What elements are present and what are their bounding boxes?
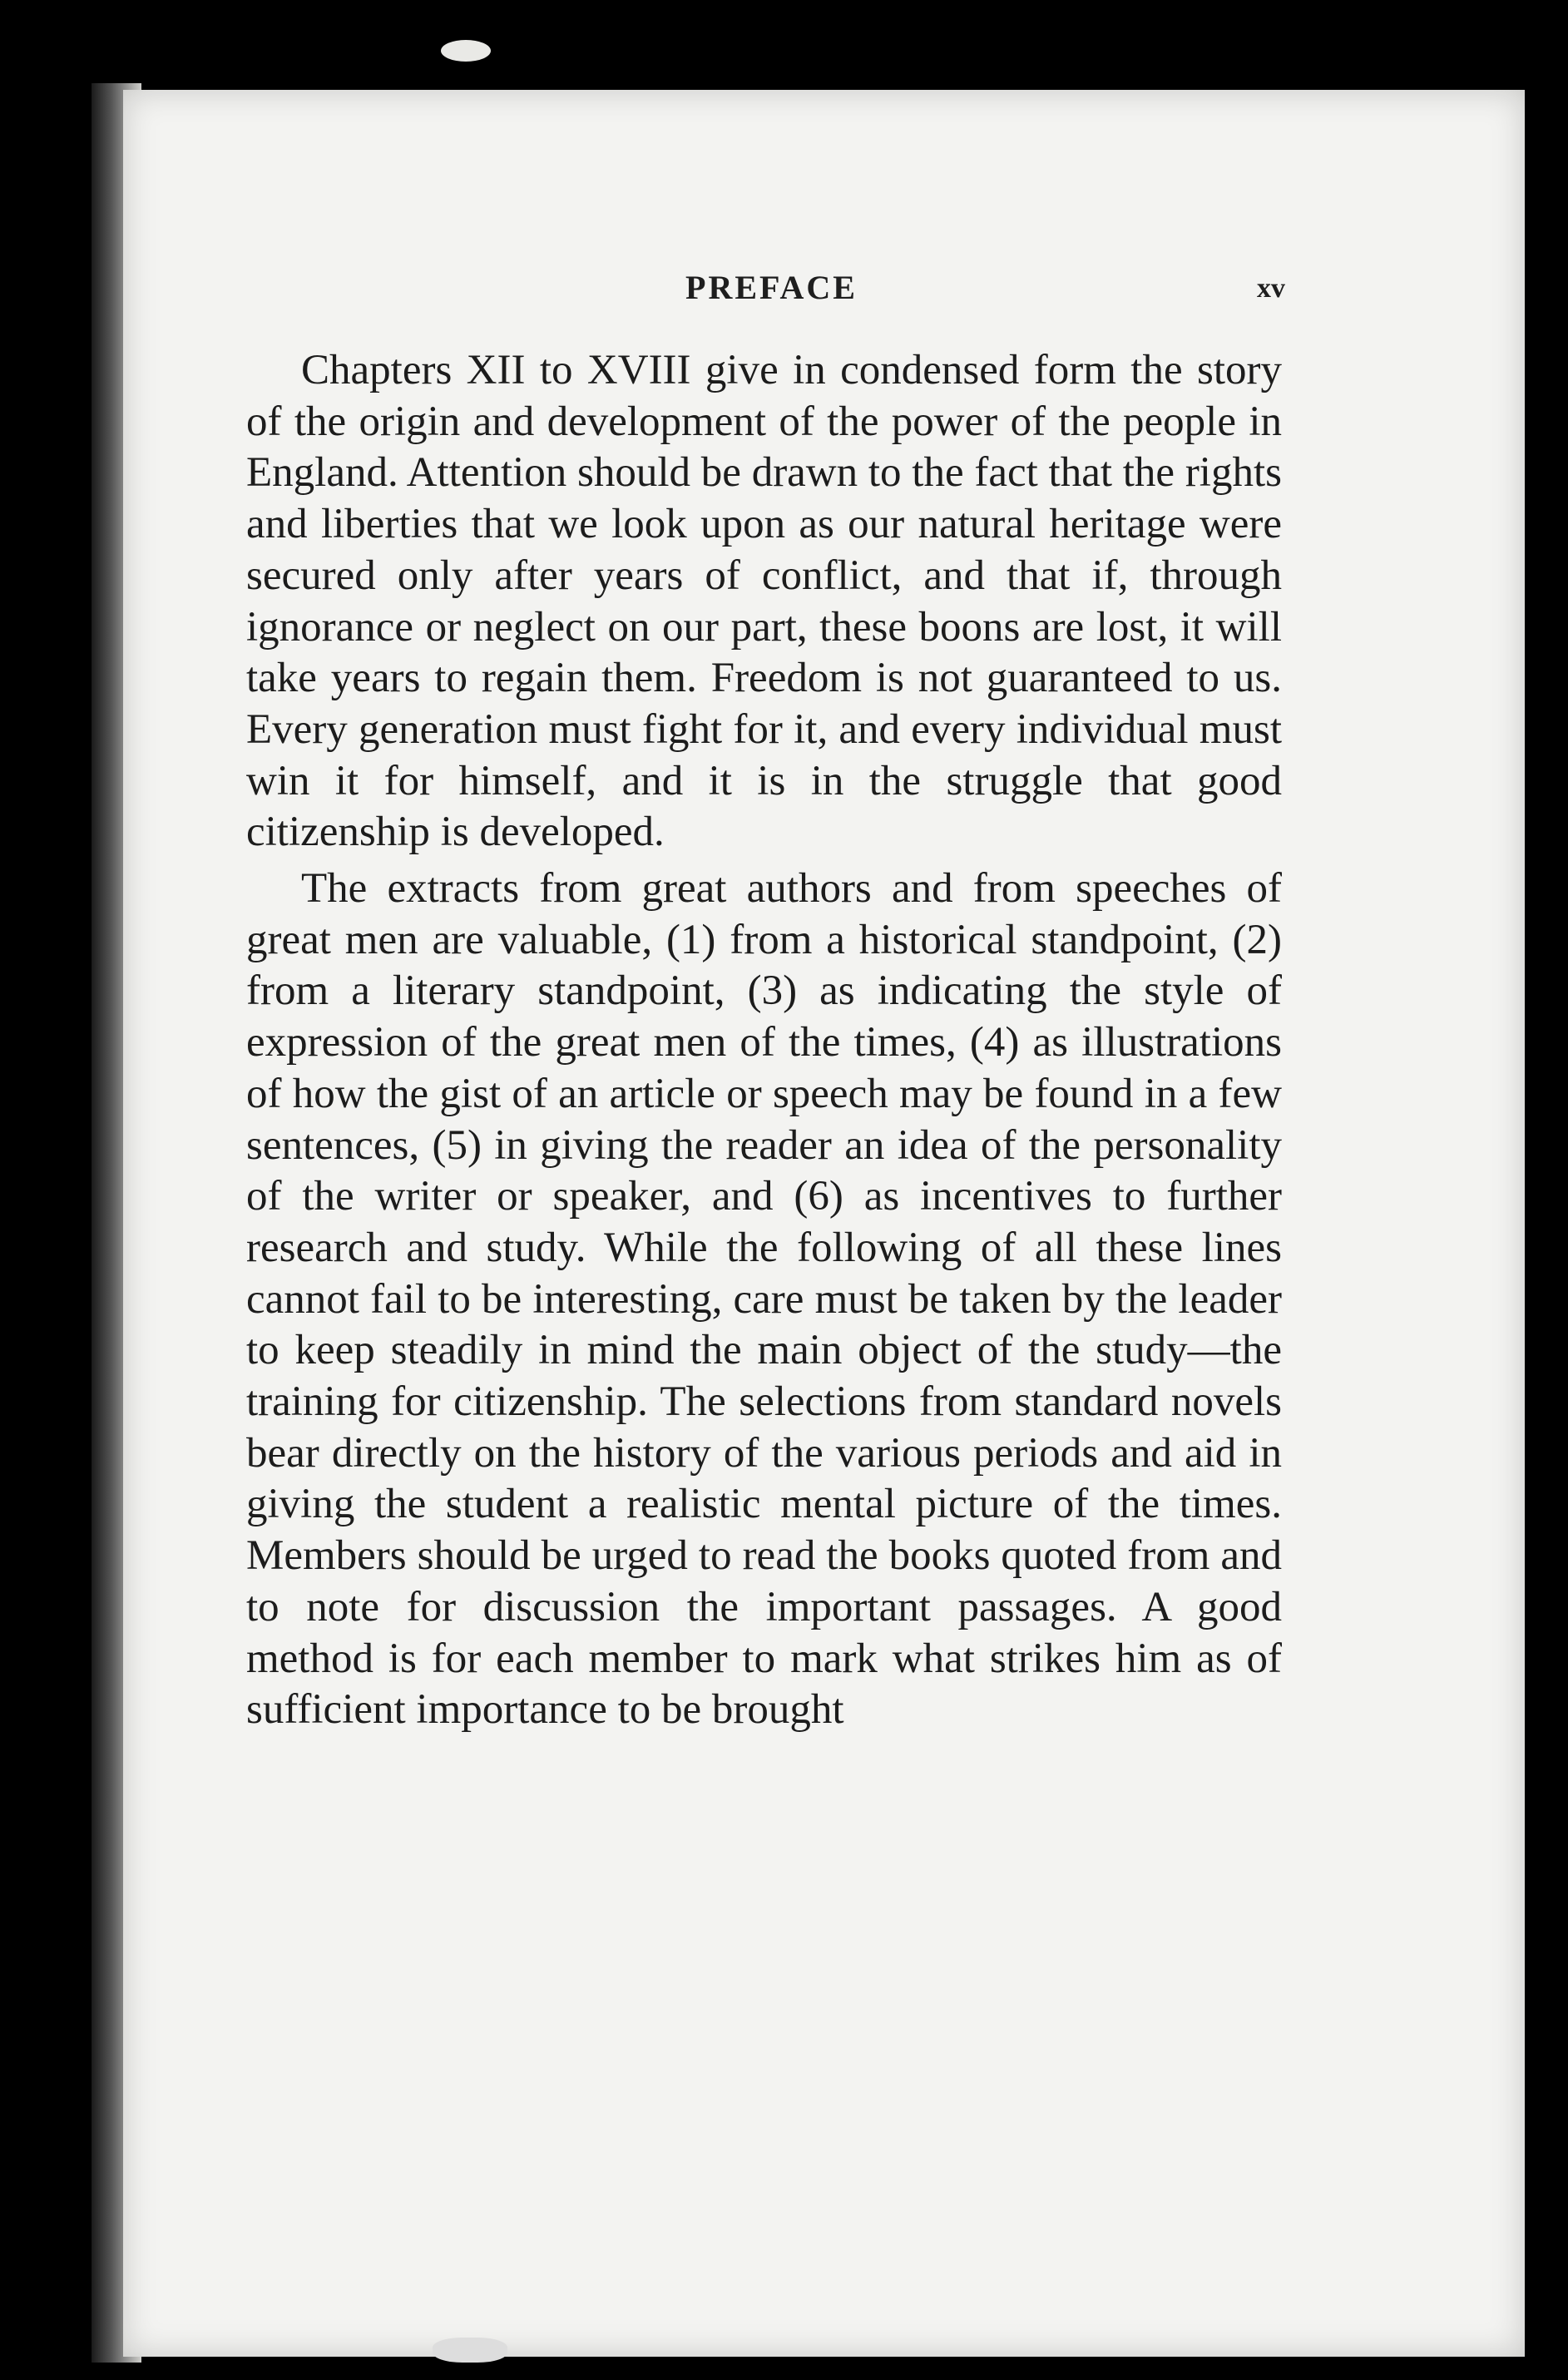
paragraph-2: The extracts from great authors and from speeches of great men are valuable, (1) from a historical standpoint, (2) from a literary standpoint, (3) as indicating the style of expression of the great men of the times, (4) as illustrations of how the gist of an article or speech may be found in a few sentences, (5) in giving the reader an idea of the personality of the writer or speaker, and (6) as incentives to further research and study. While the following of all these lines cannot fail to be interesting, care must be taken by the leader to keep steadily in mind the main object of the study—the training for citizenship. The selections from standard novels bear directly on the history of the various periods and aid in giving the student a realistic mental picture of the times. Members should be urged to read the books quoted from and to note for discussion the important passages. A good method is for each member to mark what strikes him as of sufficient importance to be brought — [246, 865, 1282, 1734]
body-text — [246, 345, 1282, 1741]
scan-speck-bottom — [433, 2338, 507, 2363]
paragraph-1: Chapters XII to XVIII give in condensed form the story of the origin and development of the power of the people in England. Attention should be drawn to the fact that the rights and liberties that we look upon as our natural heritage were secured only after years of conflict, and that if, through ignorance or neglect on our part, these boons are lost, it will take years to regain them. Freedom is not guaranteed to us. Every generation must fight for it, and every individual must win it for himself, and it is in the struggle that good citizenship is developed. — [246, 347, 1282, 856]
scan-speck-top — [441, 40, 491, 62]
running-header — [250, 268, 1293, 318]
page-number: xv — [1257, 273, 1285, 304]
header-title: PREFACE — [685, 269, 858, 306]
